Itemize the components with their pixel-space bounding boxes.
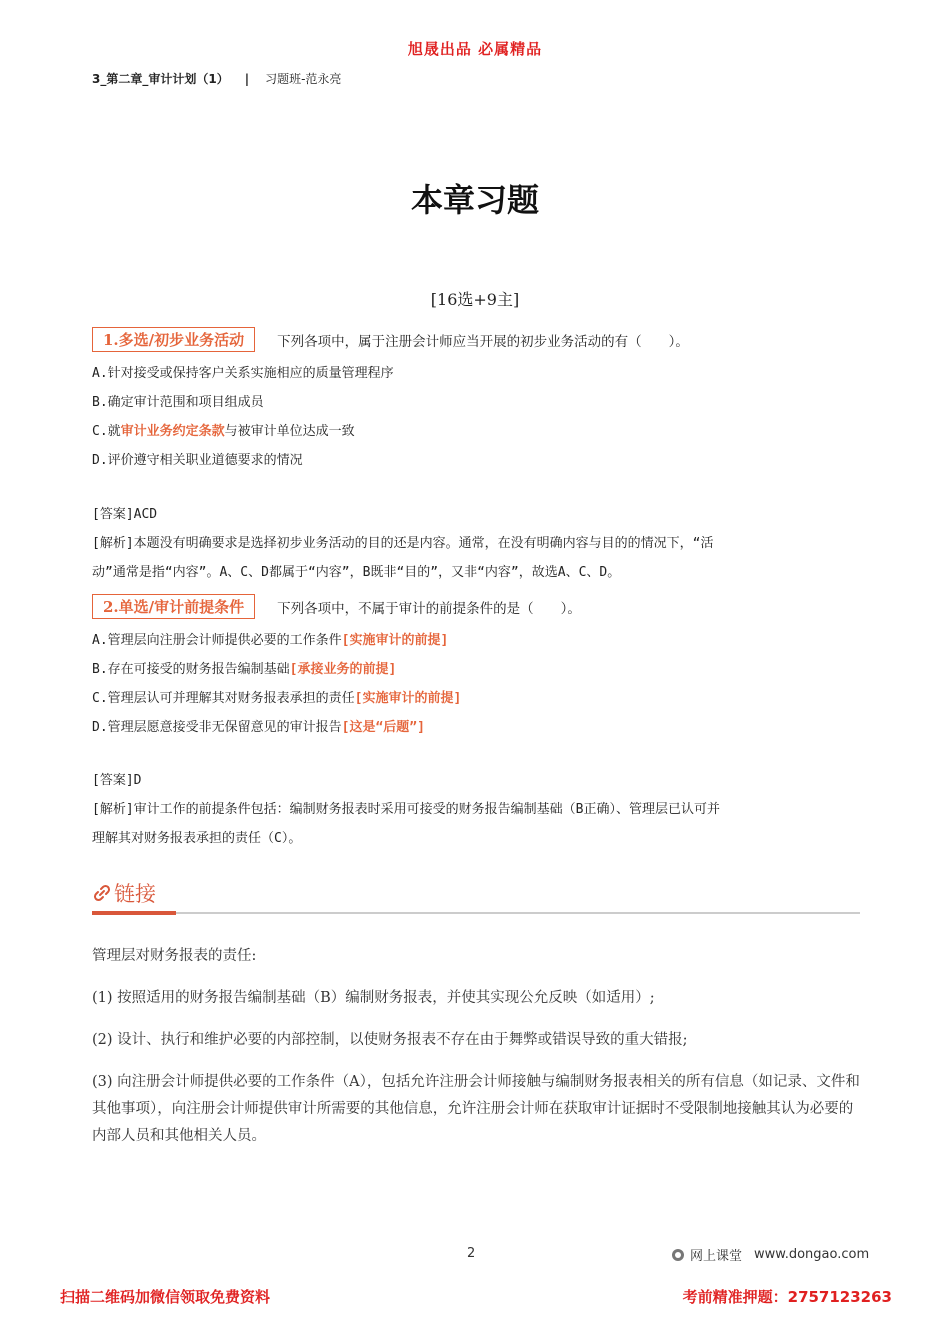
question-1-badge: 1.多选/初步业务活动	[92, 327, 255, 352]
q2-option-c-text: C.管理层认可并理解其对财务报表承担的责任	[92, 691, 355, 706]
page-title: 本章习题	[410, 181, 539, 219]
q2-option-c	[92, 687, 461, 706]
q2-analysis-line-2: 理解其对财务报表承担的责任（C）。	[92, 831, 302, 846]
q2-option-b-text: B.存在可接受的财务报告编制基础	[92, 662, 290, 677]
question-1-text: 下列各项中，属于注册会计师应当开展的初步业务活动的有（ ）。	[277, 333, 689, 350]
q1-option-c	[92, 420, 355, 439]
q1-option-b: B.确定审计范围和项目组成员	[92, 395, 264, 410]
link-icon	[92, 883, 112, 903]
q2-option-d-note: [这是“后题”]	[341, 720, 425, 735]
q1-option-c-suffix: 与被审计单位达成一致	[224, 424, 355, 439]
q2-analysis-line-1: [解析]审计工作的前提条件包括：编制财务报表时采用可接受的财务报告编制基础（B正确）、管理层已认可并	[92, 802, 720, 817]
page-header	[92, 70, 341, 87]
question-2-text: 下列各项中，不属于审计的前提条件的是（ ）。	[277, 600, 581, 617]
footer-left-promo: 扫描二维码加微信领取免费资料	[60, 1288, 271, 1306]
q2-option-b	[92, 658, 396, 677]
link-item-3: (3) 向注册会计师提供必要的工作条件（A），包括允许注册会计师接触与编制财务报表相关的所有信息（如记录、文件和其他事项），向注册会计师提供审计所需要的其他信息，允许注册会计师在获取审计证据时不受限制地接触其认为必要的内部人员和其他相关人员。	[92, 1074, 860, 1144]
link-intro: 管理层对财务报表的责任:	[92, 948, 257, 964]
question-1-header	[92, 327, 689, 352]
chapter-label: 3_第二章_审计计划（1）	[92, 72, 229, 86]
brand-url[interactable]: www.dongao.com	[754, 1247, 870, 1262]
link-divider	[92, 912, 860, 914]
q1-option-a: A.针对接受或保持客户关系实施相应的质量管理程序	[92, 366, 394, 381]
link-item-1: (1) 按照适用的财务报告编制基础（B）编制财务报表，并使其实现公允反映（如适用）;	[92, 990, 655, 1006]
q1-option-c-prefix: C.就	[92, 424, 121, 439]
q2-option-c-note: [实施审计的前提]	[354, 691, 462, 706]
q2-option-a	[92, 629, 448, 648]
dongao-logo-icon	[672, 1249, 684, 1261]
q2-option-d-text: D.管理层愿意接受非无保留意见的审计报告	[92, 720, 342, 735]
q1-analysis-line-1: [解析]本题没有明确要求是选择初步业务活动的目的还是内容。通常，在没有明确内容与目的的情况下，“活	[92, 536, 714, 551]
q2-option-a-text: A.管理层向注册会计师提供必要的工作条件	[92, 633, 342, 648]
link-divider-accent	[92, 911, 176, 915]
q1-answer: [答案]ACD	[92, 507, 158, 522]
link-title-text: 链接	[114, 882, 156, 906]
footer-brand	[672, 1245, 869, 1264]
course-label: 习题班-范永亮	[265, 72, 342, 86]
q2-option-d	[92, 716, 425, 735]
page-subtitle: [16选+9主]	[430, 290, 520, 309]
question-2-badge: 2.单选/审计前提条件	[92, 594, 255, 619]
q2-option-a-note: [实施审计的前提]	[341, 633, 449, 648]
footer-right-promo: 考前精准押题：2757123263	[682, 1288, 892, 1306]
link-item-2: (2) 设计、执行和维护必要的内部控制，以使财务报表不存在由于舞弊或错误导致的重大错报;	[92, 1032, 688, 1048]
q2-option-b-note: [承接业务的前提]	[289, 662, 397, 677]
link-section-title	[92, 878, 156, 908]
top-banner: 旭晟出品 必属精品	[407, 40, 543, 58]
q1-option-d: D.评价遵守相关职业道德要求的情况	[92, 453, 303, 468]
q1-option-c-highlight: 审计业务约定条款	[120, 424, 225, 439]
header-separator: |	[244, 72, 250, 86]
question-2-header	[92, 594, 581, 619]
q1-analysis-line-2: 动”通常是指“内容”。A、C、D都属于“内容”，B既非“目的”，又非“内容”，故选A、C、D。	[92, 565, 621, 580]
q2-answer: [答案]D	[92, 773, 142, 788]
brand-name: 网上课堂	[690, 1249, 743, 1264]
page-number: 2	[467, 1246, 476, 1261]
